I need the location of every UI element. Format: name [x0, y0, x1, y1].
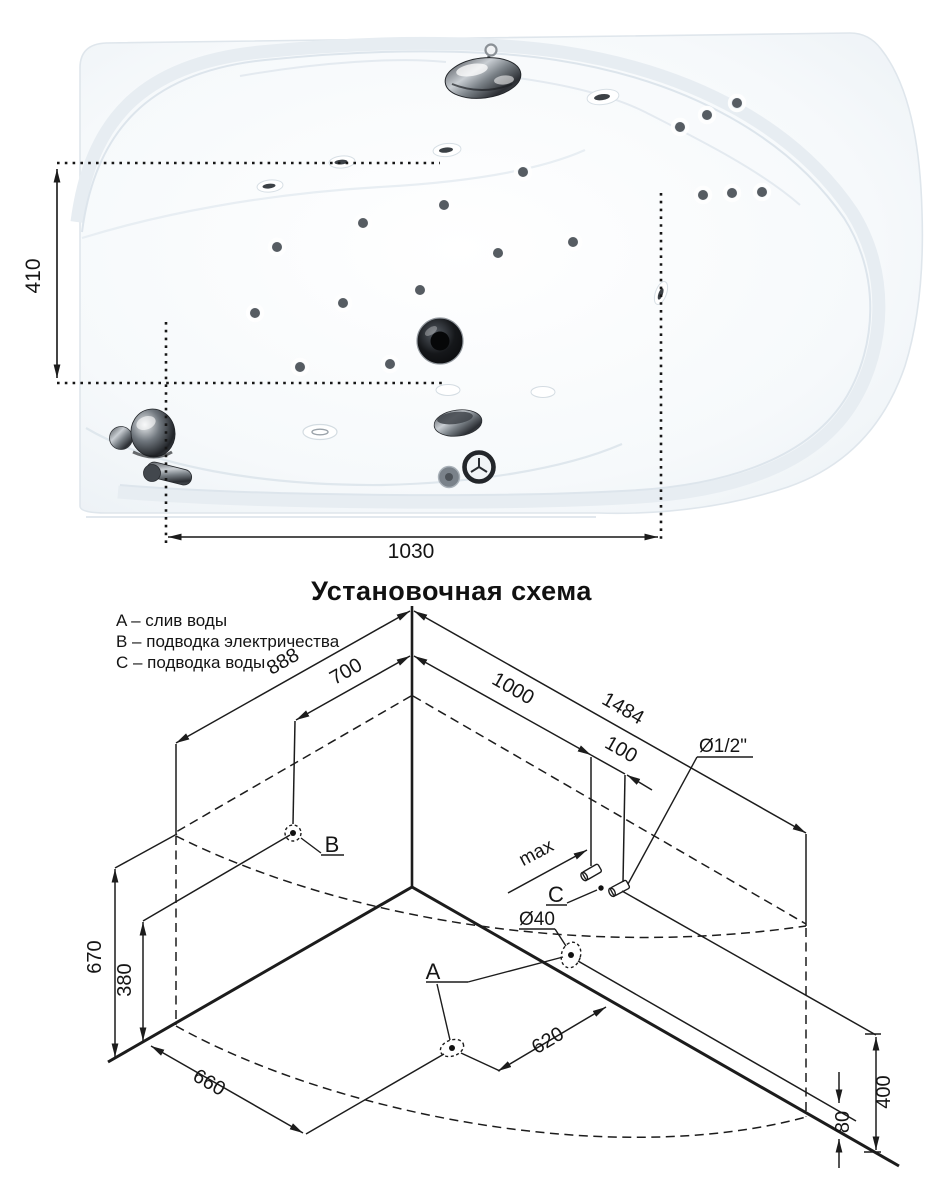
bathtub-top-view-photo — [77, 33, 922, 517]
pipe-size-leader — [628, 757, 697, 884]
point-c-water — [546, 757, 753, 905]
ext-660-drain — [306, 1054, 444, 1134]
floor-edge-left — [108, 887, 412, 1062]
installation-scheme — [84, 606, 899, 1168]
drain-wall-dot — [568, 952, 574, 958]
round-control-knob — [417, 318, 463, 364]
level-line-80 — [578, 961, 856, 1121]
dim-660-line — [151, 1046, 303, 1133]
pipe-stub — [582, 864, 602, 881]
dim-660-label: 660 — [189, 1064, 229, 1101]
dim-100-label: 100 — [601, 731, 641, 768]
dia40-leader — [555, 929, 566, 946]
tub-floor-curve — [176, 1026, 806, 1137]
ext-700-b — [293, 721, 295, 824]
point-c-dot — [598, 885, 603, 890]
scheme-labels — [84, 644, 895, 1133]
point-a-label: A — [425, 959, 441, 984]
dim-1030-label: 1030 — [387, 540, 435, 563]
drain-floor-dot — [449, 1045, 455, 1051]
dim-400-label: 400 — [873, 1075, 895, 1109]
level-line-400 — [622, 891, 876, 1035]
point-c-leader — [567, 890, 597, 903]
dim-620-label: 620 — [527, 1022, 568, 1059]
dim-1484-label: 1484 — [598, 688, 648, 730]
point-b-dot — [290, 830, 296, 836]
dim-670-label: 670 — [84, 940, 106, 974]
tub-rim-curve — [176, 836, 806, 937]
point-a-leader-wall — [468, 957, 563, 982]
oval-jet — [436, 385, 460, 396]
dim-380-label: 380 — [114, 963, 136, 997]
tub-projection-dashed — [176, 696, 806, 1137]
legend-item-a: A – слив воды — [116, 611, 228, 630]
point-c-label: C — [548, 882, 564, 907]
legend-item-c: C – подводка воды — [116, 653, 266, 672]
dim-888-label: 888 — [263, 643, 303, 680]
dim-100-arrow-tail — [627, 775, 652, 790]
dim-80-label: 80 — [832, 1110, 854, 1134]
dim-1484-line — [414, 611, 806, 833]
ext-100-c — [623, 775, 625, 882]
oval-jet — [303, 425, 337, 440]
rim-line-right-wall — [413, 696, 806, 924]
max-label: max — [515, 835, 558, 871]
floor-edge-right — [412, 887, 899, 1166]
ext-620-drain — [461, 1053, 500, 1071]
pipe-stub-left — [580, 864, 603, 882]
ext-380-top — [143, 835, 290, 921]
scheme-legend — [116, 610, 339, 673]
point-b-leader — [301, 838, 321, 853]
dim-700-label: 700 — [326, 653, 366, 690]
height-floor-dimensions — [115, 834, 881, 1168]
ext-670-top — [115, 834, 177, 868]
dim-1000-label: 1000 — [488, 668, 538, 710]
oval-jet — [531, 387, 555, 398]
pipe-stub-right — [607, 880, 630, 898]
legend-item-b: B – подводка электричества — [116, 632, 340, 651]
dim-410-label: 410 — [22, 258, 45, 294]
tub-silhouette — [80, 33, 922, 513]
scheme-title: Установочная схема — [311, 576, 592, 606]
pipe-size-label: Ø1/2" — [699, 736, 747, 757]
point-b-label: B — [324, 832, 340, 857]
dia40-label: Ø40 — [519, 909, 555, 930]
point-a-leader-floor — [437, 984, 450, 1040]
